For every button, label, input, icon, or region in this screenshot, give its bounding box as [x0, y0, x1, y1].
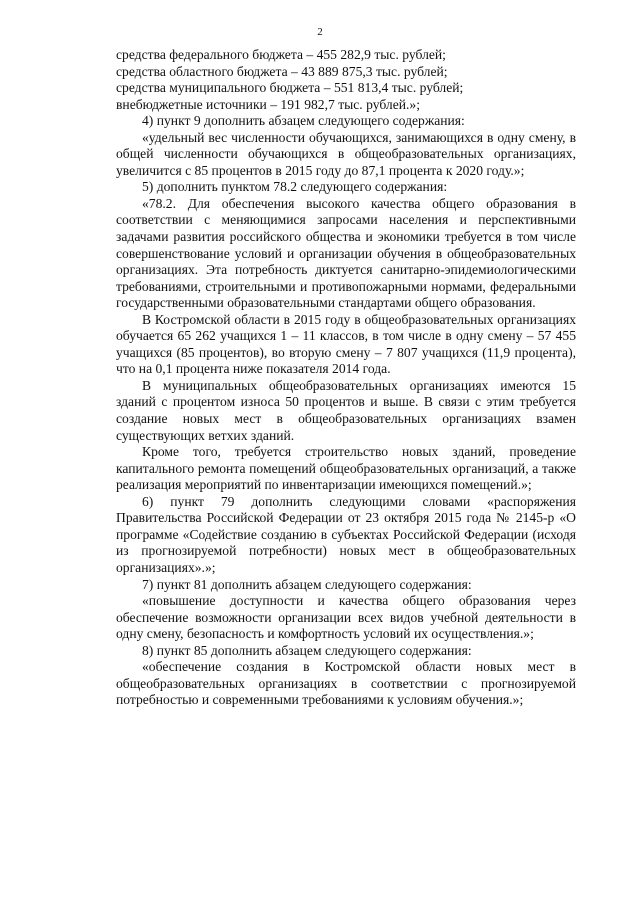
- amendment-item-7: 7) пункт 81 дополнить абзацем следующего содержания:: [142, 576, 472, 592]
- section-78-2-construction: Кроме того, требуется строительство новых зданий, проведение капитального ремонта помещений общеобразовательных организаций, а также реализация мероприятий по инвентаризации имеющихся помещений.»;: [116, 444, 576, 493]
- document-body: [116, 47, 576, 709]
- section-78-2-buildings: В муниципальных общеобразовательных организациях имеются 15 зданий с процентом износа 50 процентов и выше. В связи с этим требуется создание новых мест в общеобразовательных организациях взамен существующих ветхих зданий.: [116, 377, 576, 443]
- amendment-item-4-text: «удельный вес численности обучающихся, занимающихся в одну смену, в общей численности обучающихся в общеобразовательных организациях, увеличится с 85 процентов в 2015 году до 87,1 процента к 2020 году.»;: [116, 129, 576, 178]
- funding-line-regional: средства областного бюджета – 43 889 875,3 тыс. рублей;: [116, 63, 448, 79]
- funding-line-extrabudgetary: внебюджетные источники – 191 982,7 тыс. рублей.»;: [116, 96, 420, 112]
- amendment-item-7-text: «повышение доступности и качества общего образования через обеспечение возможности организации всех видов учебной деятельности в одну смену, безопасность и комфортность условий их осуществления.»;: [116, 593, 576, 642]
- section-78-2-statistics: В Костромской области в 2015 году в общеобразовательных организациях обучается 65 262 учащихся 1 – 11 классов, в том числе в одну смену – 57 455 учащихся (85 процентов), во вторую смену – 7 807 учащихся (11,9 процента), что на 0,1 процента ниже показателя 2014 года.: [116, 311, 576, 377]
- amendment-item-5: 5) дополнить пунктом 78.2 следующего содержания:: [142, 179, 448, 195]
- page-number: 2: [317, 26, 323, 38]
- section-78-2-intro: «78.2. Для обеспечения высокого качества общего образования в соответствии с меняющимися запросами населения и перспективными задачами развития российского общества и экономики требуется в том числе совершенствование условий и организации обучения в общеобразовательных организациях. Эта потребность диктуется санитарно-эпидемиологическими требованиями, строительными и противопожарными нормами, федеральными государственными образовательными стандартами общего образования.: [116, 195, 576, 311]
- amendment-item-6: 6) пункт 79 дополнить следующими словами «распоряжения Правительства Российской Федерации от 23 октября 2015 года № 2145-р «О программе «Содействие созданию в субъектах Российской Федерации (исходя из прогнозируемой потребности) новых мест в общеобразовательных организациях».»;: [116, 493, 576, 575]
- funding-line-municipal: средства муниципального бюджета – 551 813,4 тыс. рублей;: [116, 80, 464, 96]
- amendment-item-4: 4) пункт 9 дополнить абзацем следующего содержания:: [142, 113, 465, 129]
- amendment-item-8-text: «обеспечение создания в Костромской области новых мест в общеобразовательных организациях в соответствии с прогнозируемой потребностью и современными требованиями к условиям обучения.»;: [116, 659, 576, 708]
- amendment-item-8: 8) пункт 85 дополнить абзацем следующего содержания:: [142, 642, 472, 658]
- funding-line-federal: средства федерального бюджета – 455 282,9 тыс. рублей;: [116, 47, 446, 62]
